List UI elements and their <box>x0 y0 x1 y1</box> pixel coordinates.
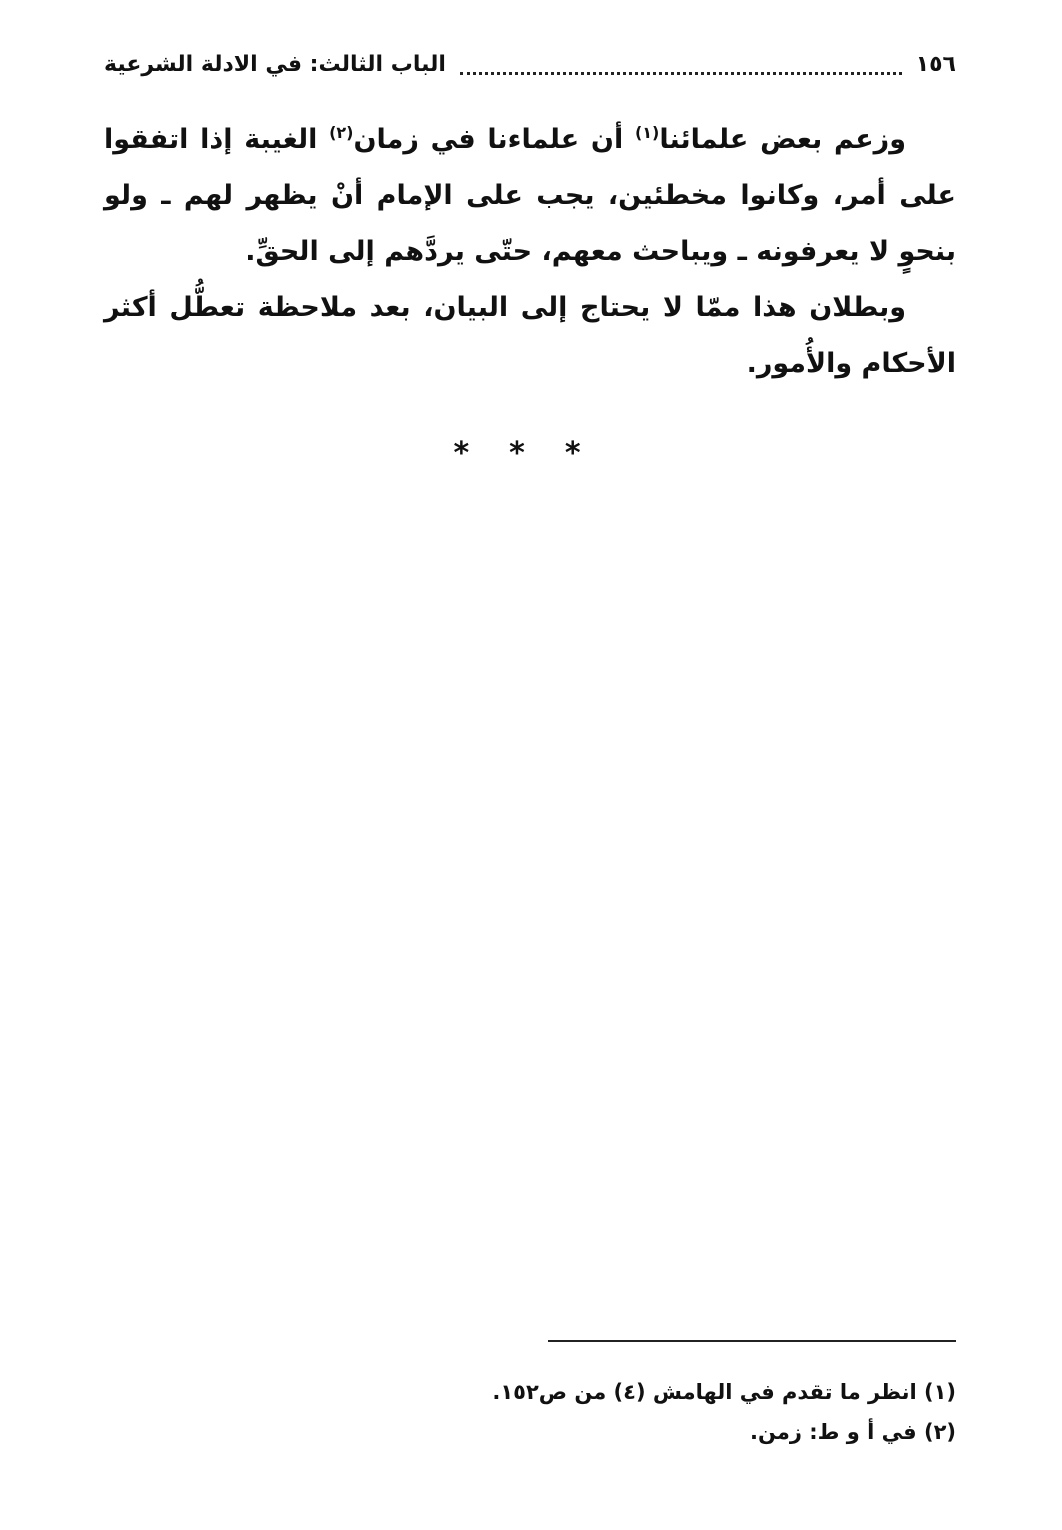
dotted-leader <box>460 50 902 75</box>
footnote-ref-1: (١) <box>634 123 660 142</box>
page-number: ١٥٦ <box>915 51 956 77</box>
paragraph-2: وبطلان هذا ممّا لا يحتاج إلى البيان، بعد ملاحظة تعطُّل أكثر الأحكام والأُمور. <box>104 292 956 379</box>
section-separator <box>0 436 1062 471</box>
running-title: الباب الثالث: في الادلة الشرعية <box>104 51 446 77</box>
footnote-divider <box>548 1340 956 1342</box>
footnote-ref-2: (٢) <box>329 123 354 142</box>
paragraph-1-part-1: وزعم بعض علمائنا <box>659 124 906 155</box>
page-header <box>104 44 956 84</box>
separator-star: * <box>564 436 609 471</box>
paragraph-1-part-3: الغيبة إذا اتفقوا على أمر، وكانوا مخطئين، يجب على الإمام أنْ يظهر لهم ـ ولو بنحوٍ لا يعرفونه ـ ويباحث معهم، حتّى يردَّهم إلى الحقِّ. <box>104 124 956 267</box>
separator-star: * <box>453 436 498 471</box>
paragraph-1-part-2: أن علماءنا في زمان <box>353 124 635 155</box>
paragraph-1 <box>104 112 956 280</box>
body-text <box>104 112 956 392</box>
separator-star: * <box>509 436 553 471</box>
footnotes <box>356 1372 956 1452</box>
footnote-2: (٢) في أ و ط: زمن. <box>749 1420 956 1444</box>
footnote-1: (١) انظر ما تقدم في الهامش (٤) من ص١٥٢. <box>492 1380 956 1404</box>
